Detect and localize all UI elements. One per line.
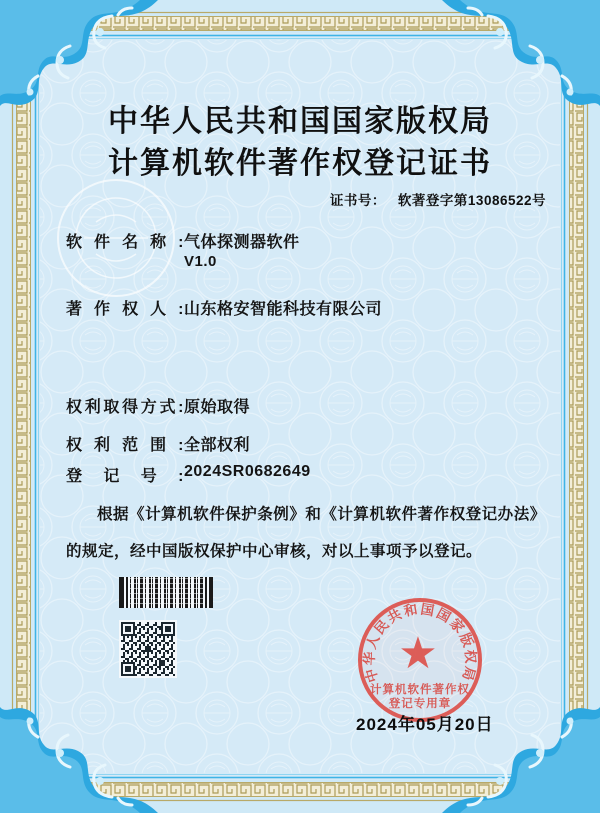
field-registration-number bbox=[66, 463, 311, 486]
field-value: 全部权利 bbox=[184, 437, 251, 454]
official-seal bbox=[352, 592, 488, 728]
field-acquisition-method bbox=[66, 394, 250, 417]
field-label: 权利取得方式: bbox=[66, 399, 184, 416]
certificate-number-label: 证书号： bbox=[329, 193, 386, 208]
barcode bbox=[119, 577, 213, 608]
issuer-title: 中华人民共和国国家版权局 bbox=[108, 105, 492, 138]
seal-star-icon: ★ bbox=[398, 629, 438, 678]
field-value: 2024SR0682649 bbox=[184, 463, 311, 480]
field-rights-scope bbox=[66, 432, 250, 455]
field-value: 气体探测器软件 bbox=[184, 234, 300, 251]
field-label: 软件名称: bbox=[66, 234, 184, 251]
seal-arc-text: 中华人民共和国国家版权局 bbox=[361, 601, 479, 684]
certificate-number-value: 软著登字第13086522号 bbox=[397, 193, 546, 208]
software-version: V1.0 bbox=[184, 253, 217, 270]
registration-statement: 根据《计算机软件保护条例》和《计算机软件著作权登记办法》的规定，经中国版权保护中心审核，对以上事项予以登记。 bbox=[66, 506, 538, 560]
field-value: 山东格安智能科技有限公司 bbox=[184, 301, 383, 318]
certificate-number bbox=[330, 189, 546, 209]
field-value: 原始取得 bbox=[184, 399, 251, 416]
seal-bottom-line1: 计算机软件著作权 bbox=[370, 684, 470, 696]
qr-code bbox=[119, 620, 177, 678]
field-copyright-owner bbox=[66, 296, 382, 319]
registration-date: 2024年05月20日 bbox=[356, 715, 494, 734]
field-label: 权利范围: bbox=[66, 437, 184, 454]
certificate-title: 计算机软件著作权登记证书 bbox=[108, 147, 492, 180]
field-label: 著作权人: bbox=[66, 301, 184, 318]
field-label: 登记号: bbox=[66, 468, 184, 485]
seal-bottom-line2: 登记专用章 bbox=[388, 698, 452, 710]
field-software-name bbox=[66, 229, 300, 252]
